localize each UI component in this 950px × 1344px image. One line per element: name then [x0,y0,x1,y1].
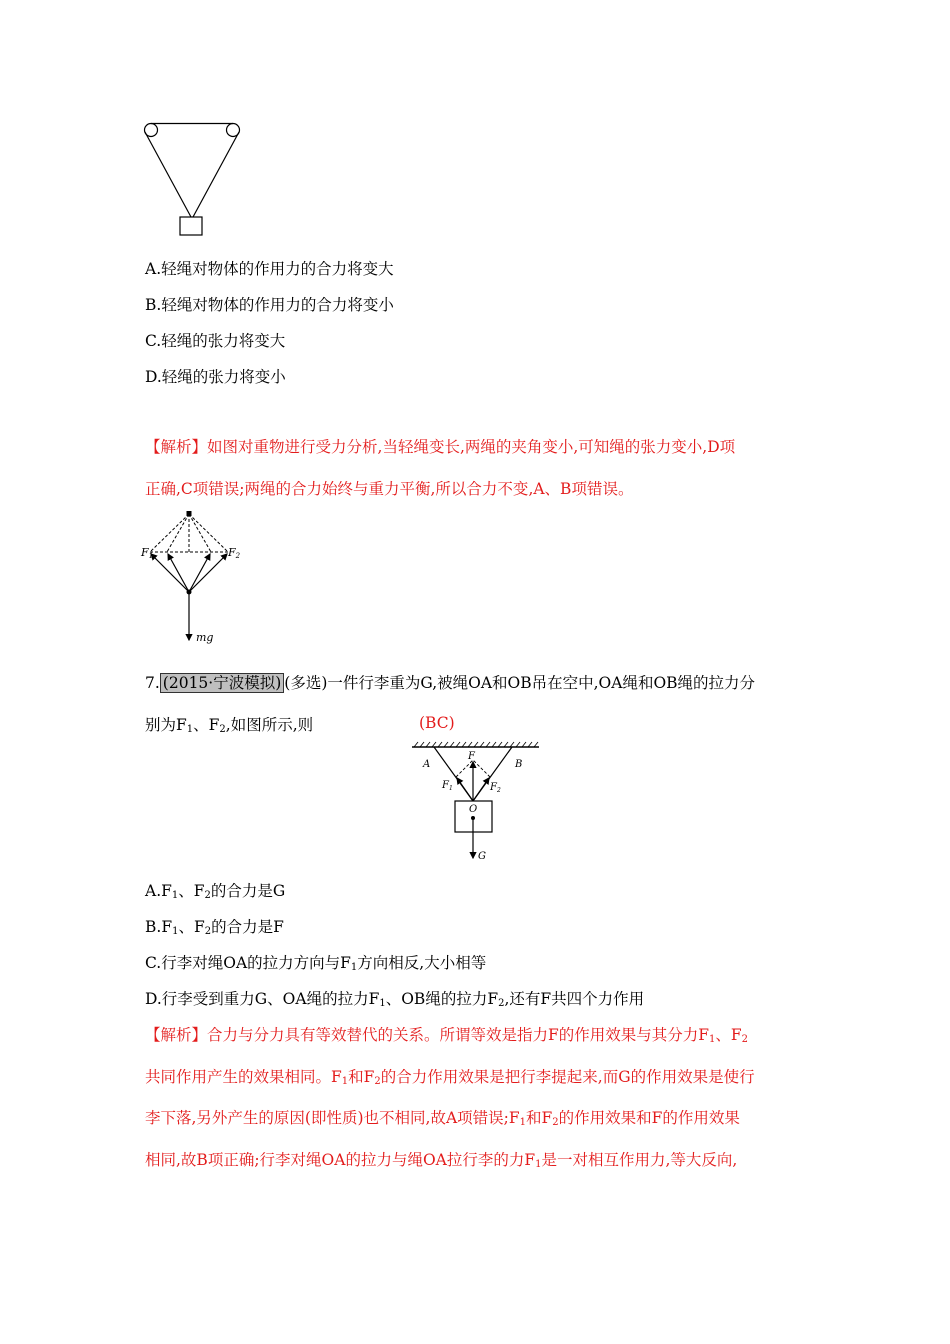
q7-analysis-line3: 李下落,另外产生的原因(即性质)也不相同,故A项错误$;F_1$和$F_2$的作用效果和F的作用效果 [145,1109,740,1128]
q6-option-c: C.轻绳的张力将变大 [145,332,286,350]
q7-option-b: $B.F_1$、$F_2$的合力是F [145,918,284,937]
question-number: 7. [145,674,160,692]
label-o: O [469,804,478,815]
label-f2: $F_2$ [490,782,501,794]
source-tag: (2015·宁波模拟) [160,673,284,693]
q6-option-a: A.轻绳对物体的作用力的合力将变大 [145,260,394,278]
left-rope [145,132,191,217]
q7-option-a: $A.F_1$、$F_2$的合力是G [145,882,286,901]
label-b: B [515,759,523,770]
f2-label: F2 [228,546,241,560]
mg-label: mg [196,631,214,644]
q6-analysis-line2: 正确,C项错误;两绳的合力始终与重力平衡,所以合力不变,A、B项错误。 [145,480,634,498]
label-a: A [423,759,431,770]
hanging-block [180,217,202,235]
analysis-tag: 【解析】 [145,438,208,456]
q7-analysis-line1: 【解析】合力与分力具有等效替代的关系。所谓等效是指力F的作用效果与其分力$F_1$、$F_2$ [145,1026,749,1045]
force-diagram [138,508,248,648]
analysis-tag: 【解析】 [145,1026,208,1044]
q7-analysis-line2: 共同作用产生的效果相同。$F_1$和$F_2$的合力作用效果是把行李提起来,而G的作用效果是使行 [145,1068,755,1087]
q7-stem-line2: 别为$F_1$、$F_2$,如图所示,则 [145,716,314,735]
luggage-diagram [408,740,543,862]
label-f1: $F_1$ [442,780,453,792]
answer: (BC) [419,714,455,732]
right-rope [193,132,239,217]
label-f: F [468,751,475,762]
q6-option-b: B.轻绳对物体的作用力的合力将变小 [145,296,394,314]
pulley-figure [138,118,248,242]
q6-analysis-line1: 【解析】如图对重物进行受力分析,当轻绳变长,两绳的夹角变小,可知绳的张力变小,D项 [145,438,736,456]
q7-option-d: D.行李受到重力G、OA绳的拉力$F_1$、OB绳的拉力$F_2$,还有F共四个力作用 [145,990,645,1009]
f1-label: F1 [141,546,154,560]
q6-option-d: D.轻绳的张力将变小 [145,368,286,386]
q7-analysis-line4: 相同,故B项正确;行李对绳OA的拉力与绳OA拉行李的力$F_1$是一对相互作用力,等大反向, [145,1151,738,1170]
q7-stem-line1: 7. (2015·宁波模拟) (多选)一件行李重为G,被绳OA和OB吊在空中,OA绳和OB绳的拉力分 [145,674,756,692]
q7-option-c: C.行李对绳OA的拉力方向与$F_1$方向相反,大小相等 [145,954,487,973]
label-g: G [478,851,486,862]
